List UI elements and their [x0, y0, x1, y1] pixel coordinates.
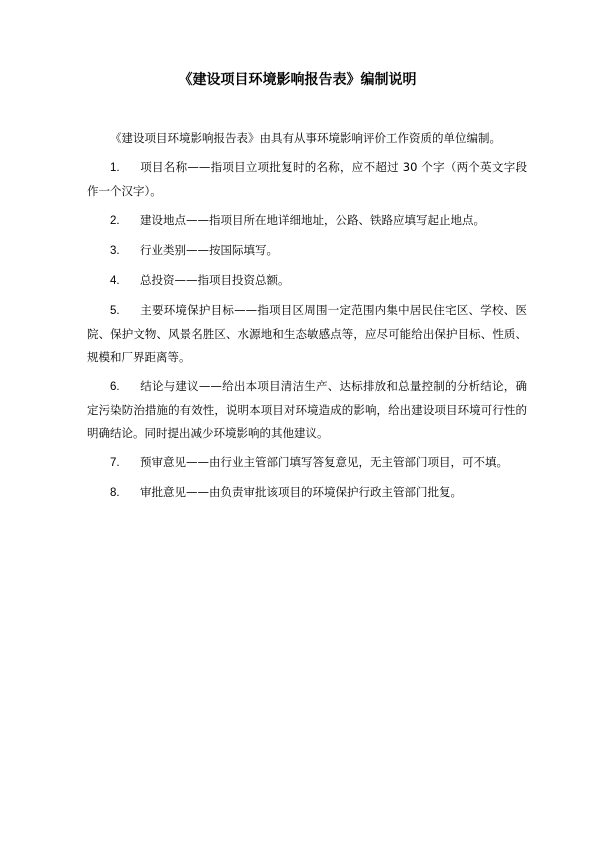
item-number: 3. — [110, 245, 120, 257]
item-text: 总投资——指项目投资总额。 — [140, 273, 290, 287]
list-item — [87, 269, 527, 293]
list-item — [87, 481, 527, 505]
item-number: 2. — [110, 215, 120, 227]
intro-paragraph: 《建设项目环境影响报告表》由具有从事环境影响评价工作资质的单位编制。 — [110, 131, 501, 145]
list-item — [87, 209, 527, 233]
document-body — [87, 127, 527, 511]
item-text: 建设地点——指项目所在地详细地址，公路、铁路应填写起止地点。 — [140, 213, 485, 227]
item-text: 结论与建议——给出本项目清洁生产、达标排放和总量控制的分析结论，确定污染防治措施的有效性，说明本项目对环境造成的影响，给出建设项目环境可行性的明确结论。同时提出减少环境影响的其他建议。 — [87, 379, 527, 440]
item-number: 6. — [110, 381, 120, 393]
page-title: 《建设项目环境影响报告表》编制说明 — [178, 72, 417, 88]
item-number: 1. — [110, 162, 120, 174]
list-item — [87, 451, 527, 475]
list-item — [87, 375, 527, 445]
item-text: 行业类别——按国际填写。 — [140, 243, 278, 257]
item-number: 7. — [110, 457, 120, 469]
item-text: 审批意见——由负责审批该项目的环境保护行政主管部门批复。 — [140, 485, 462, 499]
item-text: 项目名称——指项目立项批复时的名称，应不超过 30 个字（两个英文字段作一个汉字）。 — [87, 160, 527, 198]
item-text: 预审意见——由行业主管部门填写答复意见，无主管部门项目，可不填。 — [140, 455, 508, 469]
item-number: 8. — [110, 487, 120, 499]
item-number: 4. — [110, 275, 120, 287]
item-text: 主要环境保护目标——指项目区周围一定范围内集中居民住宅区、学校、医院、保护文物、风景名胜区、水源地和生态敏感点等，应尽可能给出保护目标、性质、规模和厂界距离等。 — [87, 303, 527, 364]
item-number: 5. — [110, 305, 120, 317]
list-item — [87, 239, 527, 263]
list-item — [87, 299, 527, 369]
list-item — [87, 156, 527, 203]
